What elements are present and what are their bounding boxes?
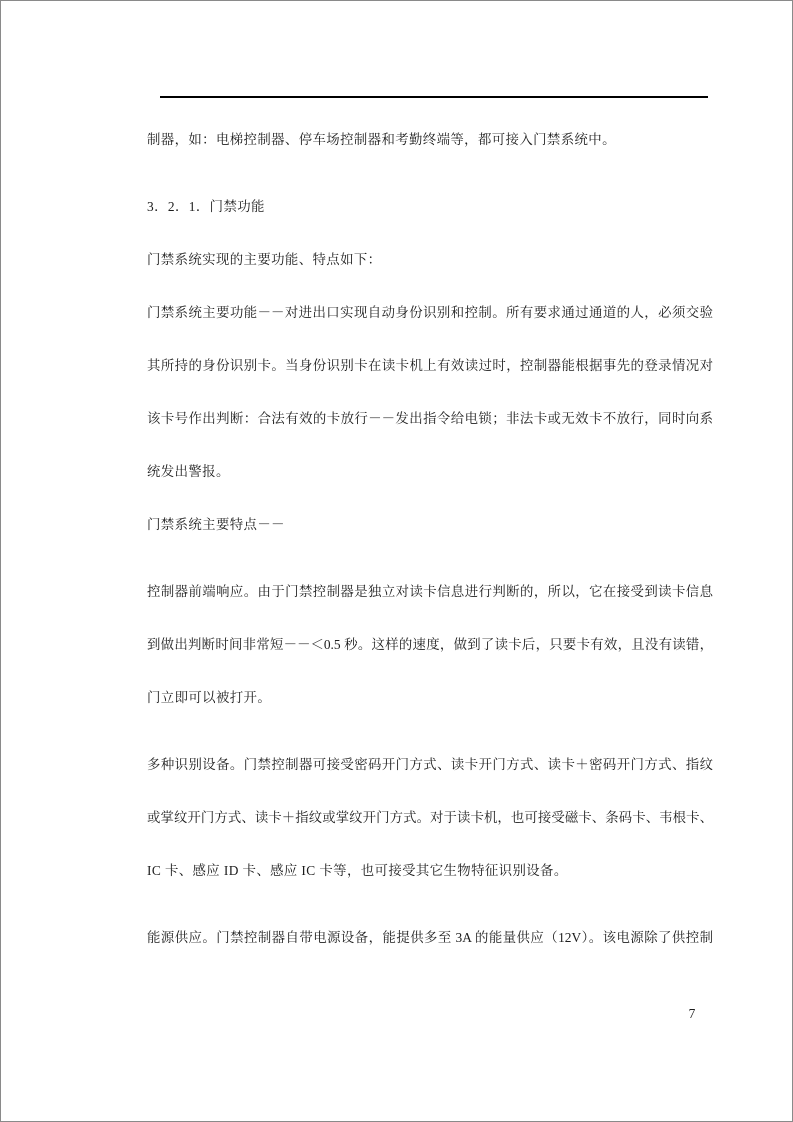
text-line: 门禁系统实现的主要功能、特点如下： bbox=[147, 252, 382, 267]
text-line: 制器，如：电梯控制器、停车场控制器和考勤终端等，都可接入门禁系统中。 bbox=[147, 132, 616, 147]
text-line: 门立即可以被打开。 bbox=[147, 690, 272, 705]
text-line: 或掌纹开门方式、读卡＋指纹或掌纹开门方式。对于读卡机，也可接受磁卡、条码卡、韦根卡、 bbox=[147, 810, 713, 825]
paragraph bbox=[147, 498, 713, 551]
paragraph bbox=[147, 911, 713, 964]
text-line: 门禁系统主要特点－－ bbox=[147, 517, 285, 532]
paragraph bbox=[147, 738, 713, 897]
text-line: 能源供应。门禁控制器自带电源设备，能提供多至 3A 的能量供应（12V）。该电源除了供控制 bbox=[147, 930, 713, 945]
header-rule bbox=[160, 96, 708, 98]
text-line: 控制器前端响应。由于门禁控制器是独立对读卡信息进行判断的，所以，它在接受到读卡信息 bbox=[147, 584, 713, 599]
text-line: 统发出警报。 bbox=[147, 464, 230, 479]
paragraph bbox=[147, 113, 713, 166]
paragraph bbox=[147, 565, 713, 724]
text-line: 到做出判断时间非常短－－＜0.5 秒。这样的速度，做到了读卡后，只要卡有效，且没有读错， bbox=[147, 637, 713, 652]
document-body bbox=[147, 113, 713, 964]
text-line: 该卡号作出判断：合法有效的卡放行－－发出指令给电锁；非法卡或无效卡不放行，同时向系 bbox=[147, 411, 713, 426]
text-line: IC 卡、感应 ID 卡、感应 IC 卡等，也可接受其它生物特征识别设备。 bbox=[147, 863, 568, 878]
section-heading-line: 3．2．1．门禁功能 bbox=[147, 199, 265, 214]
section-heading bbox=[147, 180, 713, 233]
text-line: 其所持的身份识别卡。当身份识别卡在读卡机上有效读过时，控制器能根据事先的登录情况对 bbox=[147, 358, 713, 373]
paragraph bbox=[147, 286, 713, 498]
text-line: 门禁系统主要功能－－对进出口实现自动身份识别和控制。所有要求通过通道的人，必须交验 bbox=[147, 305, 713, 320]
text-line: 多种识别设备。门禁控制器可接受密码开门方式、读卡开门方式、读卡＋密码开门方式、指纹 bbox=[147, 757, 713, 772]
paragraph bbox=[147, 233, 713, 286]
page-number: 7 bbox=[688, 1006, 696, 1021]
